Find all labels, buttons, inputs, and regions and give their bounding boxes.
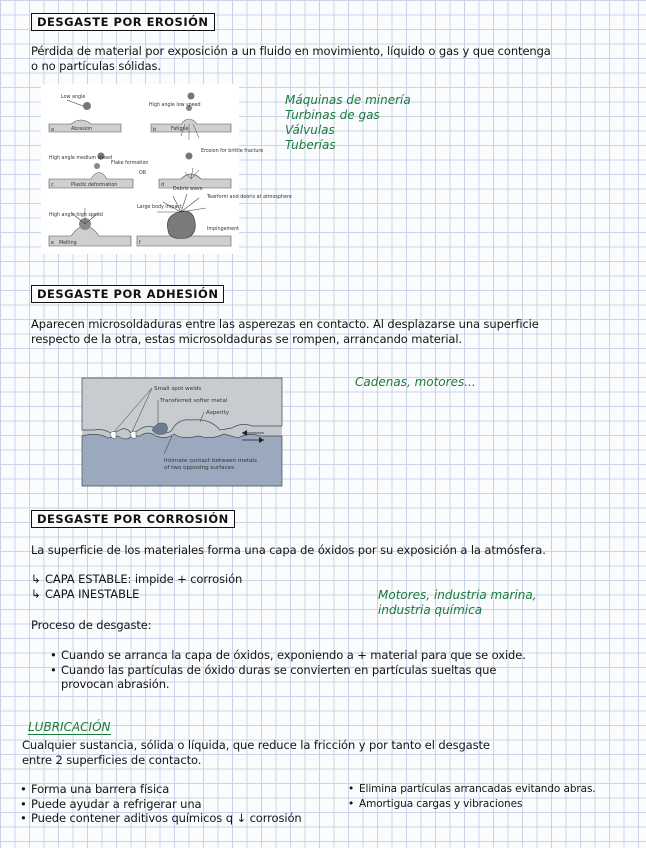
label-low-angle: Low angle [61,95,86,100]
lubrication-desc-line-1: Cualquier sustancia, sólida o líquida, que reduce la fricción y por tanto el desgaste [22,738,490,752]
panel-letter-c: c [51,183,54,188]
lubrication-desc-line-2: entre 2 superficies de contacto. [22,752,202,767]
corrosion-layers [31,572,242,601]
adhesion-examples: Cadenas, motores... [355,375,476,389]
lubrication-item: • Elimina partículas arrancadas evitando abras. [359,782,640,797]
label-intimate-contact-2: of two opposing surfaces [164,465,235,471]
label-flake-formation: Flake formation [111,161,149,166]
erosion-mechanisms-figure [41,84,292,254]
label-debris-wave: Debris wave [173,187,203,192]
panel-letter-f: f [139,241,141,246]
erosion-examples [285,93,411,153]
adhesion-figure-svg [82,378,282,486]
label-fatigue: Fatigue [171,127,189,132]
corrosion-examples-line-2: industria química [378,603,483,617]
corrosion-process-title: Proceso de desgaste: [31,618,152,632]
lubrication-left-list [22,782,352,826]
corrosion-examples-line-1: Motores, industria marina, [378,588,537,602]
adhesion-desc-line-2: respecto de la otra, estas microsoldaduras se rompen, arrancando material. [31,331,463,346]
erosion-desc-line-1: Pérdida de material por exposición a un fluido en movimiento, líquido o gas y que contenga [31,44,551,58]
erosion-panel-e [49,208,131,246]
erosion-panel-d [139,148,263,188]
adhesion-figure [82,378,282,486]
adhesion-description [31,317,636,346]
erosion-example-item: Máquinas de minería [285,93,411,107]
label-erosion-brittle: Erosion for brittle fracture [201,149,264,154]
erosion-example-item: Turbinas de gas [285,108,380,122]
label-impingement: Impingement [207,227,240,232]
label-plastic-deformation: Plastic deformation [71,183,118,188]
label-large-body-impact: Large body impact [137,205,182,210]
label-high-angle-high-speed: High angle high speed [49,213,103,218]
lubrication-item: • Amortigua cargas y vibraciones [359,797,640,812]
label-tearform-debris: Tearform and debris at atmosphere [207,195,292,200]
erosion-example-item: Tuberías [285,138,336,152]
label-transferred-metal: Transferred softer metal [160,398,228,404]
erosion-panel-b [149,93,231,141]
corrosion-title: DESGASTE POR CORROSIÓN [31,510,235,528]
corrosion-examples [378,588,537,618]
adhesion-desc-line-1: Aparecen microsoldaduras entre las asperezas en contacto. Al desplazarse una superficie [31,317,539,331]
erosion-example-item: Válvulas [285,123,335,137]
label-abrasion: Abrasion [71,127,93,132]
erosion-panel-f [137,186,292,246]
panel-letter-b: b [153,128,157,133]
lubrication-item: • Forma una barrera física [31,782,352,797]
label-asperity: Asperity [206,410,230,416]
corrosion-process-item: • Cuando las partículas de óxido duras se convierten en partículas sueltas que [61,663,637,678]
corrosion-layer-unstable [31,587,242,602]
panel-letter-a: a [51,128,54,133]
erosion-panel-a [49,94,121,133]
corrosion-description: La superficie de los materiales forma una capa de óxidos por su exposición a la atmósfera. [31,543,546,557]
label-high-angle-low-speed: High angle low speed [149,103,201,108]
lubrication-right-list [350,782,640,811]
down-right-arrow-icon: ↳ [31,572,41,586]
erosion-description [31,44,636,73]
corrosion-layer-stable [31,572,242,587]
corrosion-process-item: • Cuando se arranca la capa de óxidos, exponiendo a + material para que se oxide. [61,648,637,663]
panel-letter-e: e [51,241,54,246]
corrosion-layer-stable-text: CAPA ESTABLE: impide + corrosión [45,572,243,586]
lubrication-description [22,738,632,767]
corrosion-process-list [47,648,637,692]
erosion-title: DESGASTE POR EROSIÓN [31,13,215,31]
down-right-arrow-icon: ↳ [31,586,41,601]
label-or: OR [139,171,147,176]
erosion-desc-line-2: o no partículas sólidas. [31,58,161,73]
label-small-spot-welds: Small spot welds [154,386,202,392]
corrosion-layer-unstable-text: CAPA INESTABLE [45,586,140,601]
erosion-figure-svg [41,84,292,254]
lubrication-title: LUBRICACIÓN [28,720,111,734]
label-melting: Melting [59,241,77,246]
panel-letter-d: d [161,183,165,188]
lubrication-item: • Puede contener aditivos químicos q ↓ corrosión [31,811,352,826]
lubrication-item: • Puede ayudar a refrigerar una [31,797,352,812]
label-intimate-contact-1: Intimate contact between metals [164,458,257,464]
erosion-panel-c [49,153,148,189]
adhesion-title: DESGASTE POR ADHESIÓN [31,285,224,303]
label-high-angle-medium-speed: High angle medium speed [49,156,113,161]
corrosion-process-continuation: provocan abrasión. [61,677,170,691]
